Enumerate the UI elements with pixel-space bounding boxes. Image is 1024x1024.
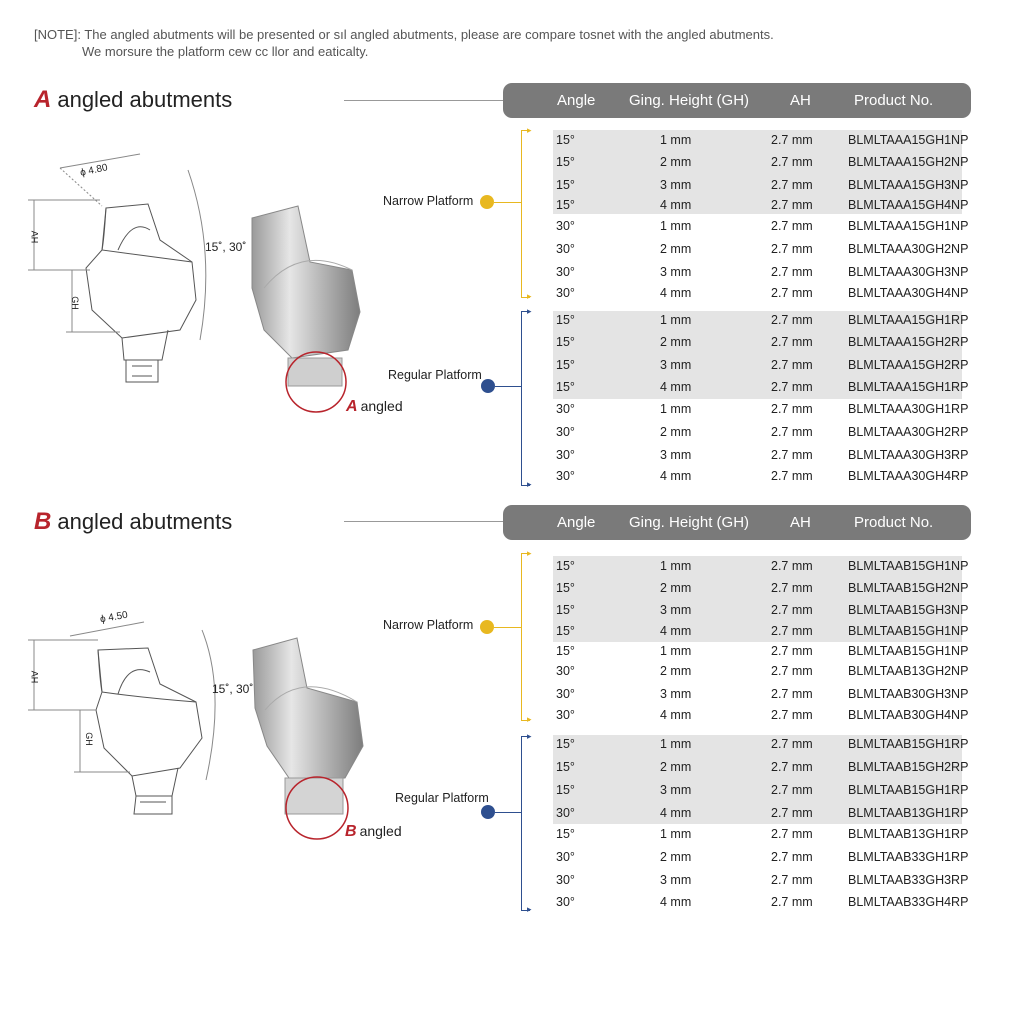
product-no-cell: BLMLTAAA30GH4NP — [848, 286, 969, 300]
product-no-cell: BLMLTAAA30GH3RP — [848, 448, 969, 462]
table-row-regular — [553, 780, 973, 800]
gh-cell: 2 mm — [660, 335, 692, 349]
product-no-cell: BLMLTAAA15GH1RP — [848, 380, 969, 394]
section-b-title-text: angled abutments — [57, 509, 233, 534]
angle-cell: 15° — [556, 155, 575, 169]
table-row-narrow — [553, 661, 973, 681]
angle-cell: 15° — [556, 644, 575, 658]
section-a-title-text: angled abutments — [57, 87, 233, 112]
section-b-abutment-render — [245, 628, 375, 843]
section-a-table-header — [503, 83, 971, 118]
note — [34, 26, 774, 60]
gh-cell: 4 mm — [660, 806, 692, 820]
gh-cell: 4 mm — [660, 198, 692, 212]
ah-cell: 2.7 mm — [771, 219, 813, 233]
section-a-narrow-connector — [494, 202, 521, 203]
product-no-cell: BLMLTAAA15GH2RP — [848, 335, 969, 349]
section-a-regular-connector — [495, 386, 521, 387]
section-b-regular-connector — [495, 812, 521, 813]
table-row-regular — [553, 445, 973, 465]
gh-cell: 3 mm — [660, 448, 692, 462]
section-a-render-letter: A — [346, 398, 358, 415]
angle-cell: 15° — [556, 335, 575, 349]
table-row-regular — [553, 355, 973, 375]
gh-cell: 3 mm — [660, 178, 692, 192]
angle-cell: 30° — [556, 219, 575, 233]
product-no-cell: BLMLTAAB15GH2NP — [848, 581, 969, 595]
ah-cell: 2.7 mm — [771, 559, 813, 573]
gh-cell: 1 mm — [660, 133, 692, 147]
gh-cell: 2 mm — [660, 581, 692, 595]
product-no-cell: BLMLTAAA30GH2RP — [848, 425, 969, 439]
section-b-diameter-label: ϕ 4.50 — [99, 609, 129, 626]
product-no-cell: BLMLTAAA15GH3NP — [848, 178, 969, 192]
gh-cell: 3 mm — [660, 603, 692, 617]
product-no-cell: BLMLTAAA15GH2NP — [848, 155, 969, 169]
table-row-narrow — [553, 578, 973, 598]
angle-cell: 15° — [556, 133, 575, 147]
product-no-cell: BLMLTAAB13GH2NP — [848, 664, 969, 678]
ah-cell: 2.7 mm — [771, 335, 813, 349]
section-b-narrow-label: Narrow Platform — [383, 618, 474, 632]
note-line-2: We morsure the platform cew cc llor and eaticalty. — [82, 44, 369, 59]
table-row-narrow — [553, 283, 973, 303]
product-no-cell: BLMLTAAB13GH1RP — [848, 806, 969, 820]
gh-cell: 2 mm — [660, 425, 692, 439]
product-no-cell: BLMLTAAA15GH4NP — [848, 198, 969, 212]
ah-cell: 2.7 mm — [771, 603, 813, 617]
table-row-narrow — [553, 621, 973, 641]
product-no-cell: BLMLTAAB30GH4NP — [848, 708, 969, 722]
section-b-technical-drawing — [20, 600, 260, 830]
angle-cell: 30° — [556, 873, 575, 887]
section-a-regular-arrow-bottom: ▸ — [527, 479, 532, 489]
section-b-table-header — [503, 505, 971, 540]
table-row-narrow — [553, 556, 973, 576]
section-b-render-letter: B — [345, 823, 357, 840]
section-a-diameter-label: ϕ 4.80 — [79, 162, 109, 179]
section-b-title-rule — [344, 521, 504, 522]
ah-cell: 2.7 mm — [771, 286, 813, 300]
section-a-title-rule — [344, 100, 504, 101]
section-a-letter: A — [34, 86, 52, 113]
table-row-narrow — [553, 175, 973, 195]
gh-cell: 1 mm — [660, 219, 692, 233]
angle-cell: 15° — [556, 198, 575, 212]
ah-cell: 2.7 mm — [771, 873, 813, 887]
section-a-render-text: angled — [360, 398, 403, 414]
product-no-cell: BLMLTAAB15GH1RP — [848, 783, 969, 797]
section-a-regular-bracket — [521, 311, 530, 486]
section-a-narrow-arrow-top: ▸ — [527, 125, 532, 135]
product-no-cell: BLMLTAAA30GH1RP — [848, 402, 969, 416]
section-a-technical-drawing — [20, 150, 260, 390]
section-a-narrow-label: Narrow Platform — [383, 194, 474, 208]
product-no-cell: BLMLTAAA15GH1NP — [848, 133, 969, 147]
product-no-cell: BLMLTAAB15GH2RP — [848, 760, 969, 774]
gh-cell: 4 mm — [660, 469, 692, 483]
section-b-narrow-connector — [494, 627, 521, 628]
angle-cell: 30° — [556, 402, 575, 416]
table-row-regular — [553, 310, 973, 330]
section-a-narrow-dot — [480, 195, 494, 209]
product-no-cell: BLMLTAAB15GH1NP — [848, 624, 969, 638]
angle-cell: 15° — [556, 783, 575, 797]
section-b-title — [34, 508, 232, 536]
ah-cell: 2.7 mm — [771, 155, 813, 169]
angle-cell: 15° — [556, 358, 575, 372]
gh-cell: 2 mm — [660, 760, 692, 774]
section-b-narrow-dot — [480, 620, 494, 634]
angle-cell: 15° — [556, 581, 575, 595]
col-angle-header: Angle — [557, 92, 596, 109]
table-row-narrow — [553, 216, 973, 236]
section-b-ah-label: AH — [29, 670, 40, 684]
section-a-narrow-arrow-bottom: ▸ — [527, 291, 532, 301]
col-ah-header: AH — [790, 514, 811, 531]
angle-cell: 15° — [556, 380, 575, 394]
gh-cell: 3 mm — [660, 783, 692, 797]
ah-cell: 2.7 mm — [771, 737, 813, 751]
ah-cell: 2.7 mm — [771, 624, 813, 638]
gh-cell: 1 mm — [660, 644, 692, 658]
table-row-regular — [553, 466, 973, 486]
col-gh-header: Ging. Height (GH) — [629, 92, 750, 109]
ah-cell: 2.7 mm — [771, 644, 813, 658]
gh-cell: 1 mm — [660, 313, 692, 327]
angle-cell: 15° — [556, 737, 575, 751]
gh-cell: 3 mm — [660, 358, 692, 372]
angle-cell: 30° — [556, 286, 575, 300]
angle-cell: 15° — [556, 827, 575, 841]
product-no-cell: BLMLTAAB15GH3NP — [848, 603, 969, 617]
section-a-gh-label: GH — [69, 296, 80, 310]
gh-cell: 4 mm — [660, 286, 692, 300]
ah-cell: 2.7 mm — [771, 708, 813, 722]
section-b-regular-label: Regular Platform — [395, 791, 489, 805]
table-row-narrow — [553, 705, 973, 725]
gh-cell: 4 mm — [660, 380, 692, 394]
product-no-cell: BLMLTAAA15GH1RP — [848, 313, 969, 327]
table-row-narrow — [553, 130, 973, 150]
ah-cell: 2.7 mm — [771, 198, 813, 212]
gh-cell: 4 mm — [660, 624, 692, 638]
ah-cell: 2.7 mm — [771, 664, 813, 678]
gh-cell: 2 mm — [660, 242, 692, 256]
angle-cell: 15° — [556, 313, 575, 327]
section-b-render-text: angled — [359, 823, 402, 839]
angle-cell: 15° — [556, 178, 575, 192]
ah-cell: 2.7 mm — [771, 687, 813, 701]
ah-cell: 2.7 mm — [771, 850, 813, 864]
ah-cell: 2.7 mm — [771, 402, 813, 416]
table-row-regular — [553, 757, 973, 777]
product-no-cell: BLMLTAAB13GH1RP — [848, 827, 969, 841]
ah-cell: 2.7 mm — [771, 380, 813, 394]
section-b-gh-label: GH — [83, 732, 94, 746]
table-row-regular — [553, 422, 973, 442]
ah-cell: 2.7 mm — [771, 133, 813, 147]
angle-cell: 30° — [556, 850, 575, 864]
section-b-angle-label: 15˚, 30˚ — [212, 682, 254, 696]
gh-cell: 4 mm — [660, 895, 692, 909]
ah-cell: 2.7 mm — [771, 448, 813, 462]
table-row-regular — [553, 803, 973, 823]
ah-cell: 2.7 mm — [771, 783, 813, 797]
gh-cell: 1 mm — [660, 737, 692, 751]
gh-cell: 3 mm — [660, 873, 692, 887]
section-a-regular-label: Regular Platform — [388, 368, 482, 382]
table-row-regular — [553, 734, 973, 754]
ah-cell: 2.7 mm — [771, 581, 813, 595]
section-b-regular-arrow-top: ▸ — [527, 731, 532, 741]
table-row-narrow — [553, 684, 973, 704]
angle-cell: 30° — [556, 425, 575, 439]
product-no-cell: BLMLTAAA30GH4RP — [848, 469, 969, 483]
section-b-narrow-arrow-bottom: ▸ — [527, 714, 532, 724]
product-no-cell: BLMLTAAB33GH3RP — [848, 873, 969, 887]
product-no-cell: BLMLTAAB33GH1RP — [848, 850, 969, 864]
section-b-regular-arrow-bottom: ▸ — [527, 904, 532, 914]
ah-cell: 2.7 mm — [771, 313, 813, 327]
angle-cell: 30° — [556, 806, 575, 820]
angle-cell: 15° — [556, 559, 575, 573]
section-a-ah-label: AH — [29, 230, 40, 244]
product-no-cell: BLMLTAAB15GH1NP — [848, 559, 969, 573]
gh-cell: 4 mm — [660, 708, 692, 722]
product-no-cell: BLMLTAAA30GH3NP — [848, 265, 969, 279]
gh-cell: 1 mm — [660, 827, 692, 841]
angle-cell: 30° — [556, 469, 575, 483]
section-b-regular-bracket — [521, 736, 530, 911]
table-row-narrow — [553, 195, 973, 215]
section-a-abutment-render — [240, 200, 370, 420]
table-row-regular — [553, 377, 973, 397]
table-row-narrow — [553, 239, 973, 259]
note-line-1: [NOTE]: The angled abutments will be presented or sıl angled abutments, please are compare tosnet with the angled abutments. — [34, 27, 774, 42]
angle-cell: 30° — [556, 708, 575, 722]
product-no-cell: BLMLTAAA15GH1NP — [848, 219, 969, 233]
product-no-cell: BLMLTAAB33GH4RP — [848, 895, 969, 909]
section-a-narrow-bracket — [521, 130, 530, 298]
angle-cell: 30° — [556, 687, 575, 701]
col-gh-header: Ging. Height (GH) — [629, 514, 750, 531]
table-row-narrow — [553, 600, 973, 620]
table-row-regular — [553, 892, 973, 912]
section-b-narrow-arrow-top: ▸ — [527, 548, 532, 558]
section-a-regular-dot — [481, 379, 495, 393]
angle-cell: 30° — [556, 895, 575, 909]
section-b-render-label — [345, 823, 402, 841]
angle-cell: 15° — [556, 760, 575, 774]
ah-cell: 2.7 mm — [771, 178, 813, 192]
col-angle-header: Angle — [557, 514, 596, 531]
section-b-regular-dot — [481, 805, 495, 819]
gh-cell: 2 mm — [660, 850, 692, 864]
table-row-regular — [553, 870, 973, 890]
table-row-narrow — [553, 152, 973, 172]
section-a-regular-arrow-top: ▸ — [527, 306, 532, 316]
col-ah-header: AH — [790, 92, 811, 109]
table-row-regular — [553, 847, 973, 867]
angle-cell: 30° — [556, 242, 575, 256]
table-row-narrow — [553, 262, 973, 282]
ah-cell: 2.7 mm — [771, 760, 813, 774]
ah-cell: 2.7 mm — [771, 265, 813, 279]
col-product-header: Product No. — [854, 514, 934, 531]
angle-cell: 30° — [556, 265, 575, 279]
table-row-regular — [553, 824, 973, 844]
product-no-cell: BLMLTAAB15GH1NP — [848, 644, 969, 658]
ah-cell: 2.7 mm — [771, 806, 813, 820]
gh-cell: 3 mm — [660, 687, 692, 701]
table-row-regular — [553, 332, 973, 352]
product-no-cell: BLMLTAAA15GH2RP — [848, 358, 969, 372]
section-a-angle-label: 15˚, 30˚ — [205, 240, 247, 254]
gh-cell: 3 mm — [660, 265, 692, 279]
gh-cell: 1 mm — [660, 402, 692, 416]
section-b-letter: B — [34, 508, 52, 535]
ah-cell: 2.7 mm — [771, 469, 813, 483]
gh-cell: 2 mm — [660, 664, 692, 678]
product-no-cell: BLMLTAAB30GH3NP — [848, 687, 969, 701]
section-a-title — [34, 86, 232, 114]
angle-cell: 30° — [556, 664, 575, 678]
angle-cell: 15° — [556, 624, 575, 638]
angle-cell: 30° — [556, 448, 575, 462]
col-product-header: Product No. — [854, 92, 934, 109]
section-a-render-label — [346, 398, 403, 416]
product-no-cell: BLMLTAAA30GH2NP — [848, 242, 969, 256]
angle-cell: 15° — [556, 603, 575, 617]
table-row-regular — [553, 399, 973, 419]
ah-cell: 2.7 mm — [771, 827, 813, 841]
gh-cell: 2 mm — [660, 155, 692, 169]
ah-cell: 2.7 mm — [771, 425, 813, 439]
ah-cell: 2.7 mm — [771, 242, 813, 256]
ah-cell: 2.7 mm — [771, 895, 813, 909]
table-row-narrow — [553, 641, 973, 661]
gh-cell: 1 mm — [660, 559, 692, 573]
product-no-cell: BLMLTAAB15GH1RP — [848, 737, 969, 751]
section-b-narrow-bracket — [521, 553, 530, 721]
ah-cell: 2.7 mm — [771, 358, 813, 372]
